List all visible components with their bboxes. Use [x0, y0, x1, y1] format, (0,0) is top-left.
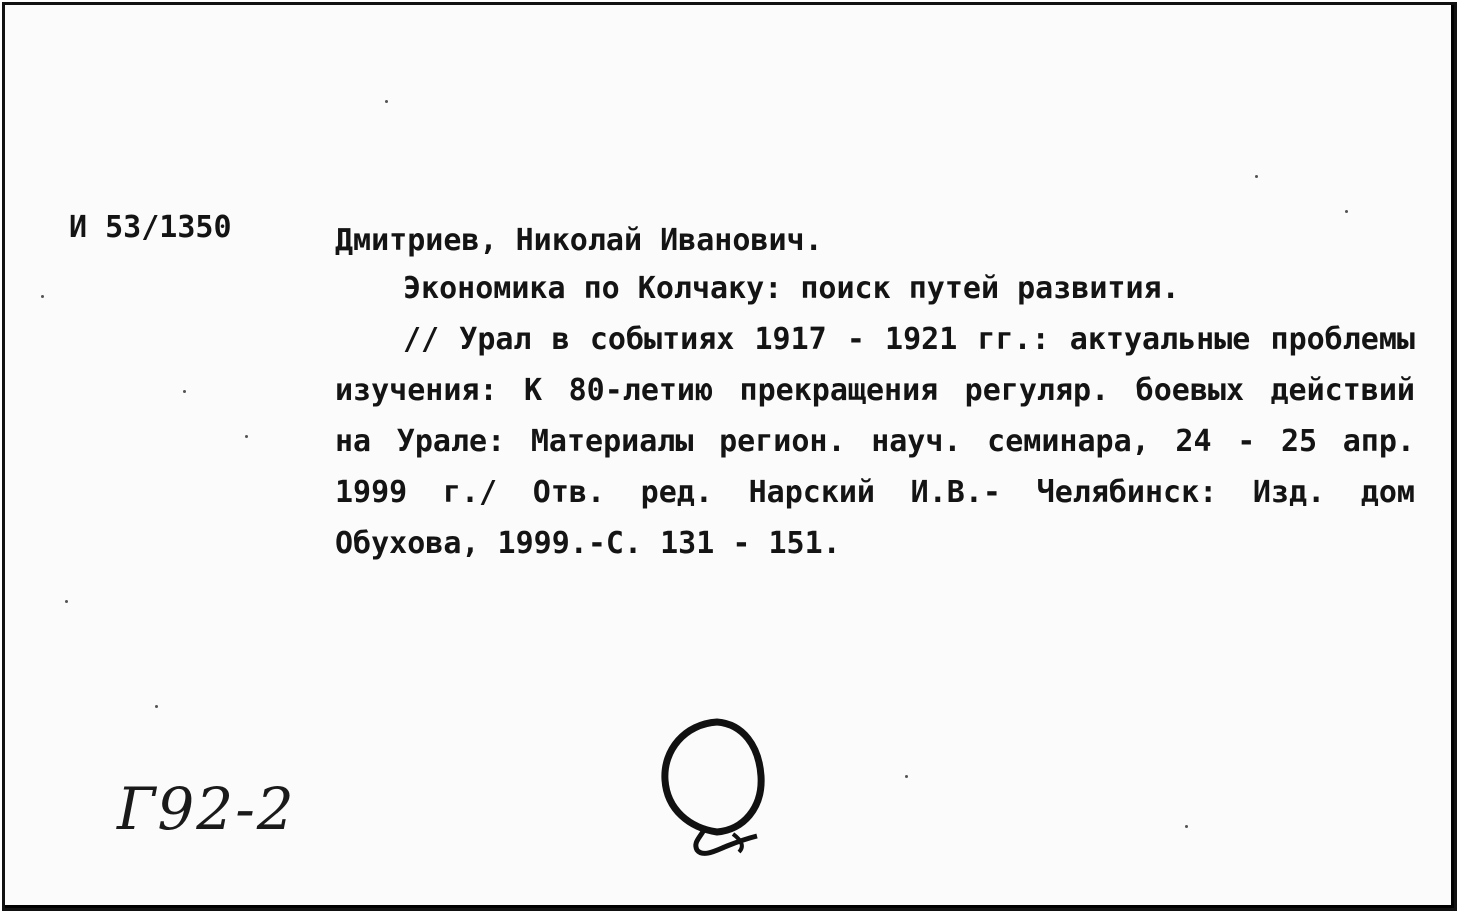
- library-stamp-mark: [645, 710, 795, 870]
- catalog-card: [2, 2, 1457, 911]
- shelfmark: И 53/1350: [69, 210, 232, 245]
- handwritten-code: Г92-2: [117, 775, 296, 843]
- author-heading: Дмитриев, Николай Иванович.: [335, 223, 823, 258]
- title-statement: Экономика по Колчаку: поиск путей развития.: [403, 271, 1180, 306]
- bibliographic-description: [335, 263, 1415, 569]
- source-statement: // Урал в событиях 1917 - 1921 гг.: актуальные проблемы изучения: К 80-летию прекращения регуляр. боевых действий на Урале: Материалы регион. науч. семинара, 24 - 25 апр. 1999 г./ Отв. ред. Нарский И.В.- Челябинск: Изд. дом Обухова, 1999.-С. 131 - 151.: [335, 322, 1415, 561]
